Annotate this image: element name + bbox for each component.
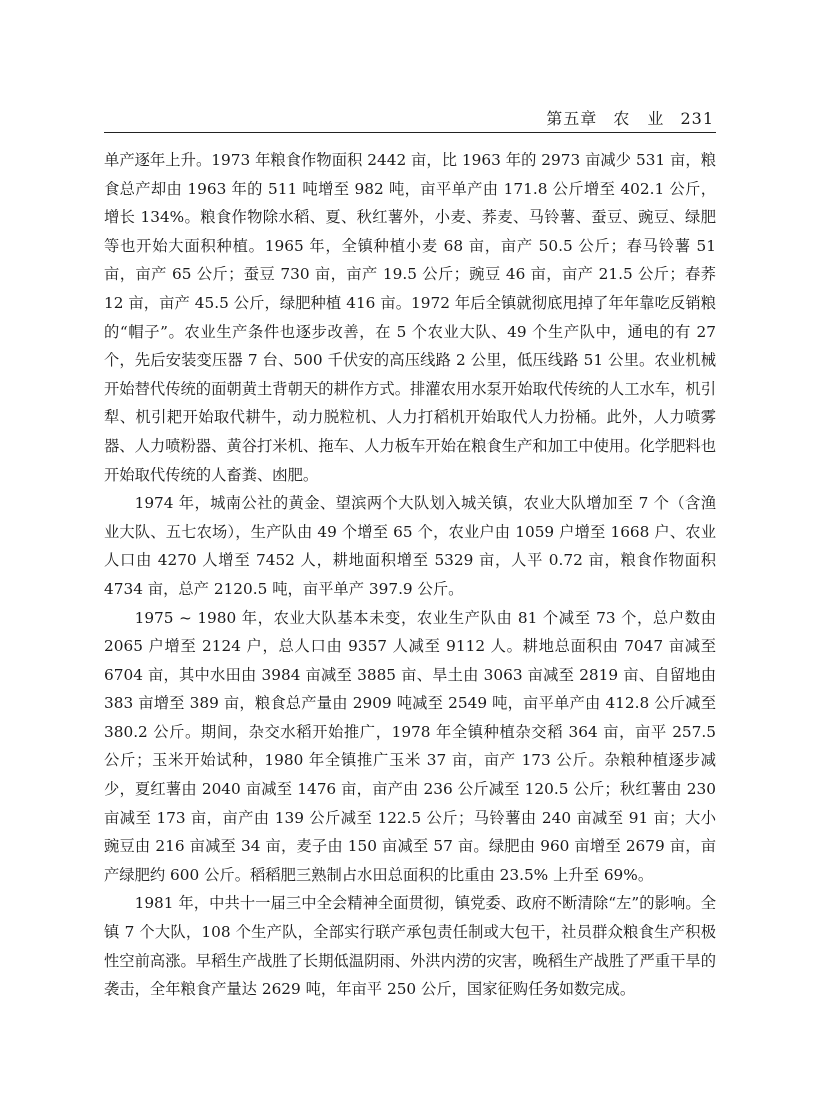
body-text [104,146,716,1004]
chapter-label: 第五章 [546,109,598,128]
page-number: 231 [680,109,714,128]
chapter-title: 农 业 [613,109,665,128]
paragraph-1974: 1974 年，城南公社的黄金、望滨两个大队划入城关镇，农业大队增加至 7 个（含渔业大队、五七农场），生产队由 49 个增至 65 个，农业户由 1059 户增至 1668 户、农业人口由 4270 人增至 7452 人，耕地面积增至 5329 亩，人平 0.72 亩，粮食作物面积 4734 亩，总产 2120.5 吨，亩平单产 397.9 公斤。 [104,494,716,598]
paragraph-1975-1980: 1975 ~ 1980 年，农业大队基本未变，农业生产队由 81 个减至 73 个，总户数由 2065 户增至 2124 户，总人口由 9357 人减至 9112 人。耕地总面积由 7047 亩减至 6704 亩，其中水田由 3984 亩减至 3885 亩、旱土由 3063 亩减至 2819 亩、自留地由 383 亩增至 389 亩，粮食总产量由 2909 吨减至 2549 吨，亩平单产由 412.8 公斤减至 380.2 公斤。期间，杂交水稻开始推广，1978 年全镇种植杂交稻 364 亩，亩平 257.5 公斤；玉米开始试种，1980 年全镇推广玉米 37 亩，亩产 173 公斤。杂粮种植逐步减少，夏红薯由 2040 亩减至 1476 亩，亩产由 236 公斤减至 120.5 公斤；秋红薯由 230 亩减至 173 亩，亩产由 139 公斤减至 122.5 公斤；马铃薯由 240 亩减至 91 亩；大小豌豆由 216 亩减至 34 亩，麦子由 150 亩减至 57 亩。绿肥由 960 亩增至 2679 亩，亩产绿肥约 600 公斤。稻稻肥三熟制占水田总面积的比重由 23.5% 上升至 69%。 [104,608,716,884]
running-header [104,103,716,133]
header-text [536,106,714,129]
paragraph-continued: 单产逐年上升。1973 年粮食作物面积 2442 亩，比 1963 年的 2973 亩减少 531 亩，粮食总产却由 1963 年的 511 吨增至 982 吨，亩平单产由 171.8 公斤增至 402.1 公斤，增长 134%。粮食作物除水稻、夏、秋红薯外，小麦、荞麦、马铃薯、蚕豆、豌豆、绿肥等也开始大面积种植。1965 年，全镇种植小麦 68 亩，亩产 50.5 公斤；春马铃薯 51 亩，亩产 65 公斤；蚕豆 730 亩，亩产 19.5 公斤；豌豆 46 亩，亩产 21.5 公斤；春荞 12 亩，亩产 45.5 公斤，绿肥种植 416 亩。1972 年后全镇就彻底甩掉了年年靠吃反销粮的“帽子”。农业生产条件也逐步改善，在 5 个农业大队、49 个生产队中，通电的有 27 个，先后安装变压器 7 台、500 千伏安的高压线路 2 公里，低压线路 51 公里。农业机械开始替代传统的面朝黄土背朝天的耕作方式。排灌农用水泵开始取代传统的人工水车，机引犁、机引耙开始取代耕牛，动力脱粒机、人力打稻机开始取代人力扮桶。此外，人力喷雾器、人力喷粉器、黄谷打米机、拖车、人力板车开始在粮食生产和加工中使用。化学肥料也开始取代传统的人畜粪、凼肥。 [104,151,716,484]
paragraph-1981: 1981 年，中共十一届三中全会精神全面贯彻，镇党委、政府不断清除“左”的影响。全镇 7 个大队，108 个生产队，全部实行联产承包责任制或大包干，社员群众粮食生产积极性空前高涨。早稻生产战胜了长期低温阴雨、外洪内涝的灾害，晚稻生产战胜了严重干旱的袭击，全年粮食产量达 2629 吨，年亩平 250 公斤，国家征购任务如数完成。 [104,894,716,999]
